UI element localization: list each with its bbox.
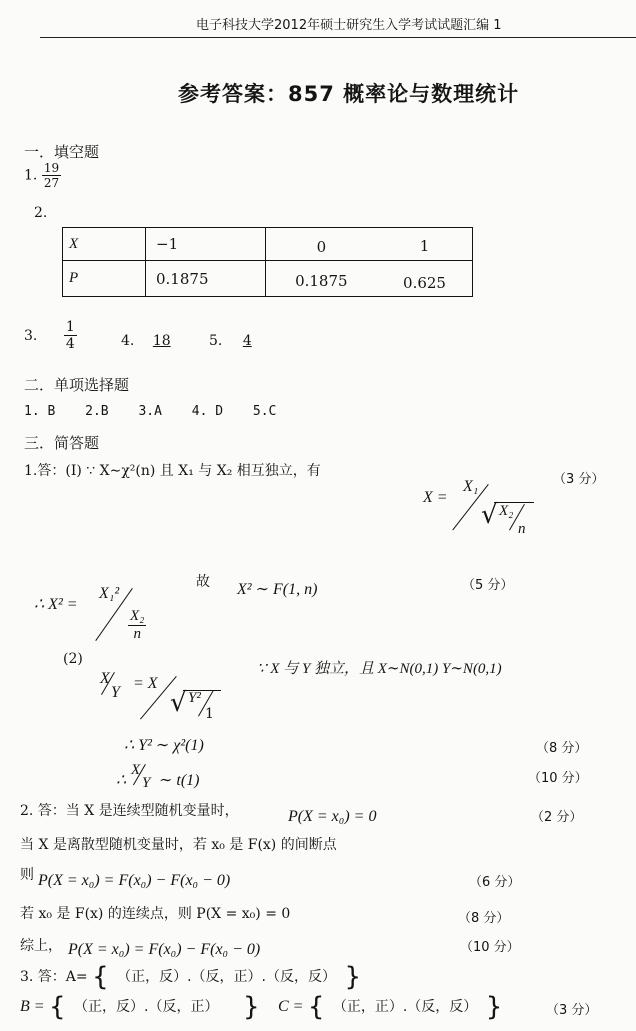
table-cell: −1 <box>146 228 266 261</box>
q3-numerator: 1 <box>65 319 75 335</box>
table-cell: 1 <box>377 228 472 261</box>
table-cell: 0.1875 <box>146 261 266 297</box>
q1-answer <box>24 162 61 189</box>
header-rule <box>40 37 636 38</box>
score: （8 分） <box>536 741 588 756</box>
score: （3 分） <box>553 472 605 487</box>
left-brace: { <box>307 992 325 1022</box>
q3-denominator: 4 <box>65 336 75 352</box>
formula-p-summary: P(X = x₀) = F(x₀) − F(x₀ − 0) <box>68 941 261 958</box>
distribution-table <box>62 227 473 297</box>
table-header-p: P <box>63 261 146 297</box>
table-cell: 0.625 <box>377 261 472 297</box>
formula-p-jump: P(X = x₀) = F(x₀) − F(x₀ − 0) <box>38 872 231 889</box>
formula-x2-f: X² ∼ F(1, n) <box>237 581 318 598</box>
formula-eq-x: = X <box>133 675 158 692</box>
q3-2-line3: 若 x₀ 是 F(x) 的连续点，则 P(X = x₀) = 0 <box>20 906 291 922</box>
score: （6 分） <box>469 875 521 890</box>
q3-2-summary: 综上， <box>20 938 62 954</box>
q1-numerator: 19 <box>43 161 60 175</box>
q3-3-line2 <box>20 992 502 1022</box>
set-b-label: B = <box>20 998 45 1015</box>
formula-p-zero: P(X = x₀) = 0 <box>288 808 377 825</box>
choice-answers <box>24 404 276 419</box>
q4-label: 4. <box>121 333 135 349</box>
score: （10 分） <box>460 940 520 955</box>
set-c: （正，正）.（反，反） <box>332 999 478 1015</box>
section-short-answer-heading: 三．简答题 <box>24 434 100 452</box>
formula-y: Y <box>142 775 151 791</box>
formula-t1: ∼ t(1) <box>159 772 200 789</box>
score: （5 分） <box>462 578 514 593</box>
formula-n: n <box>518 521 526 537</box>
table-header-x: X <box>63 228 146 261</box>
left-brace: { <box>92 962 109 992</box>
q3-2-line1: 2. 答：当 X 是连续型随机变量时， <box>20 803 239 819</box>
formula-therefore: ∴ <box>116 772 127 789</box>
sqrt-sign: √ <box>481 500 498 530</box>
table-row-p <box>63 261 473 297</box>
formula-x2: X₂ <box>130 608 145 624</box>
choice-answer: 5.C <box>252 404 277 419</box>
part-2-label: (2) <box>63 651 83 667</box>
q4-answer <box>121 333 171 349</box>
formula-x: X <box>100 670 110 687</box>
formula-y2: Y² <box>188 690 201 706</box>
left-brace: { <box>49 992 66 1022</box>
formula-one: 1 <box>205 706 214 722</box>
gu-text: 故 <box>196 574 210 590</box>
q3-3-line1 <box>20 962 361 992</box>
q1-fraction <box>42 162 61 189</box>
q3-fraction <box>64 320 77 351</box>
set-c-label: C = <box>277 998 304 1015</box>
formula-therefore-x2: ∴ X² = <box>34 596 78 613</box>
section-choice-heading: 二．单项选择题 <box>24 376 130 394</box>
sqrt-sign: √ <box>170 688 187 718</box>
q3-2-then: 则 <box>20 867 34 883</box>
q5-value: 4 <box>242 333 252 349</box>
choice-answer: 2.B <box>85 404 109 419</box>
set-b: （正，反）.（反，正） <box>74 999 219 1015</box>
formula-y: Y <box>111 684 120 701</box>
formula-x1: X₁ <box>463 478 479 495</box>
q5-label: 5. <box>209 333 223 349</box>
q1-denominator: 27 <box>43 176 60 190</box>
formula-n: n <box>133 626 141 642</box>
right-brace: } <box>344 962 362 992</box>
q2-label: 2. <box>34 205 48 221</box>
table-cell: 0.1875 <box>265 261 377 297</box>
page-title: 参考答案：857 概率论与数理统计 <box>178 82 520 106</box>
right-brace: } <box>485 992 503 1022</box>
formula-x1-squared: X₁² <box>99 585 120 602</box>
table-row-x <box>63 228 473 261</box>
score: （2 分） <box>531 810 583 825</box>
q1-label: 1. <box>24 167 38 184</box>
choice-answer: 3.A <box>138 404 162 419</box>
right-brace: } <box>242 992 260 1022</box>
formula-x-lhs: X = <box>423 489 448 506</box>
formula-y2-chi: ∴ Y² ∼ χ²(1) <box>124 737 204 754</box>
q3-1-line1: 1.答：(I) ∵ X∼χ²(n) 且 X₁ 与 X₂ 相互独立，有 <box>24 463 321 479</box>
section-fill-in-heading: 一．填空题 <box>24 143 100 161</box>
formula-x2-over-n <box>128 609 146 642</box>
score: （3 分） <box>546 1003 598 1018</box>
q5-answer <box>209 333 252 349</box>
running-header: 电子科技大学2012年硕士研究生入学考试试题汇编 1 <box>196 18 502 33</box>
q4-value: 18 <box>152 333 171 349</box>
q3-2-line2: 当 X 是离散型随机变量时，若 x₀ 是 F(x) 的间断点 <box>20 837 337 853</box>
because-line: ∵ X 与 Y 独立，且 X∼N(0,1) Y∼N(0,1) <box>257 661 502 677</box>
score: （10 分） <box>528 771 588 786</box>
choice-answer: 4. D <box>191 404 224 419</box>
q3-answer <box>24 320 77 351</box>
score: （8 分） <box>458 911 510 926</box>
q3-label: 3. <box>24 327 38 344</box>
formula-x: X <box>131 762 141 778</box>
table-cell: 0 <box>265 228 377 261</box>
q3-3-label: 3. 答：A= <box>20 969 88 985</box>
set-a: （正，反）.（反，正）.（反，反） <box>117 969 337 985</box>
formula-x2: X₂ <box>499 503 514 519</box>
choice-answer: 1. B <box>24 404 56 419</box>
